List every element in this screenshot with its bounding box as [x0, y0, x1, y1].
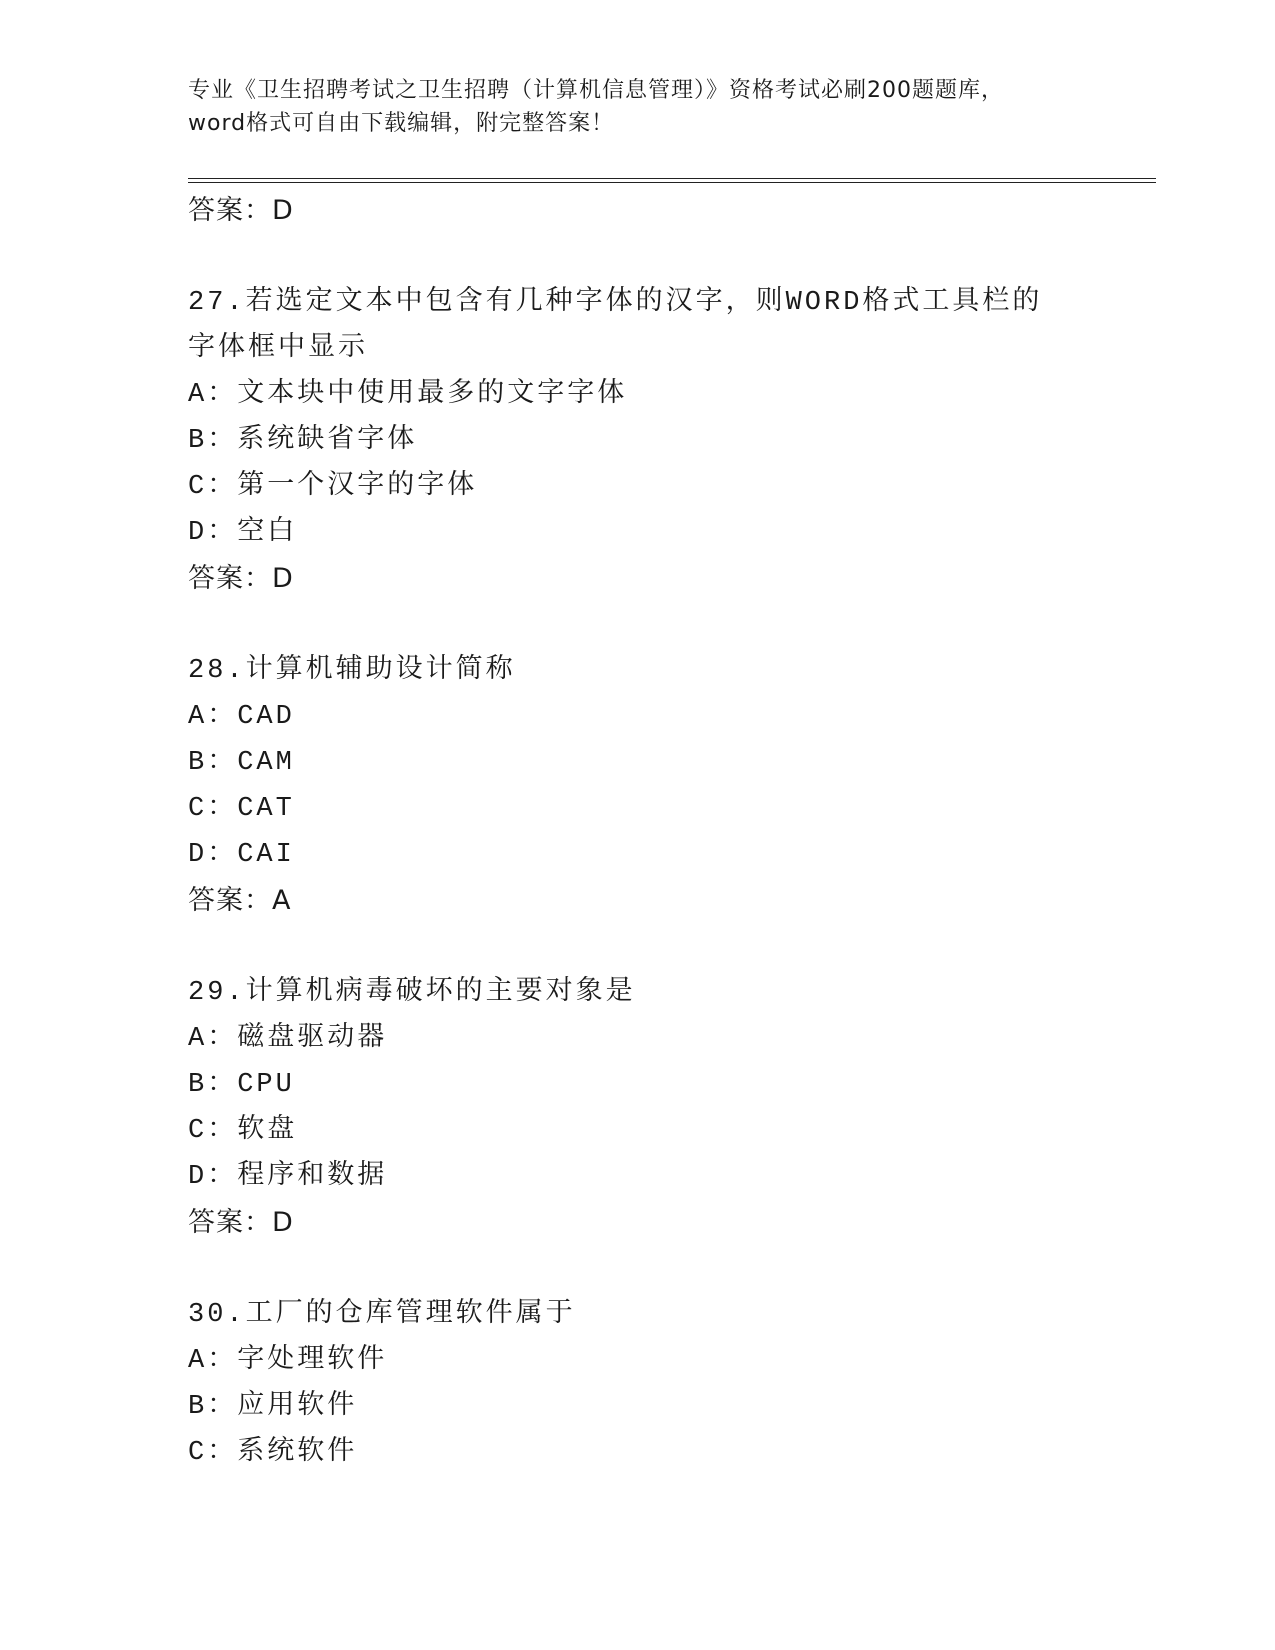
- option-a: A：CAD: [188, 702, 295, 732]
- option-b: B：系统缺省字体: [188, 426, 418, 456]
- option-a: A：文本块中使用最多的文字字体: [188, 380, 628, 410]
- answer-line: 答案：A: [188, 885, 292, 916]
- option-d: D：CAI: [188, 840, 295, 870]
- option-d: D：空白: [188, 518, 298, 548]
- option-b: B：应用软件: [188, 1392, 358, 1422]
- question-27: [188, 280, 1088, 602]
- question-text: 30.工厂的仓库管理软件属于: [188, 1300, 576, 1330]
- answer-line: 答案：D: [188, 195, 294, 226]
- question-29: [188, 970, 1088, 1246]
- option-c: C：系统软件: [188, 1438, 358, 1468]
- question-text: 28.计算机辅助设计简称: [188, 656, 516, 686]
- question-list: [188, 188, 1088, 1476]
- question-text: 29.计算机病毒破坏的主要对象是: [188, 978, 636, 1008]
- header-line-2: word格式可自由下载编辑，附完整答案！: [188, 111, 615, 136]
- question-text: 27.若选定文本中包含有几种字体的汉字，则WORD格式工具栏的字体框中显示: [188, 288, 1043, 364]
- option-b: B：CPU: [188, 1070, 295, 1100]
- option-c: C：软盘: [188, 1116, 298, 1146]
- header-divider: [188, 178, 1156, 183]
- answer-line: 答案：D: [188, 563, 294, 594]
- option-b: B：CAM: [188, 748, 295, 778]
- option-a: A：字处理软件: [188, 1346, 388, 1376]
- option-d: D：程序和数据: [188, 1162, 388, 1192]
- option-c: C：CAT: [188, 794, 295, 824]
- question-28: [188, 648, 1088, 924]
- option-a: A：磁盘驱动器: [188, 1024, 388, 1054]
- header-line-1: 专业《卫生招聘考试之卫生招聘（计算机信息管理）》资格考试必刷200题题库，: [188, 78, 1004, 103]
- question-30: [188, 1292, 1088, 1476]
- document-header: [188, 74, 1088, 140]
- option-c: C：第一个汉字的字体: [188, 472, 478, 502]
- answer-line: 答案：D: [188, 1207, 294, 1238]
